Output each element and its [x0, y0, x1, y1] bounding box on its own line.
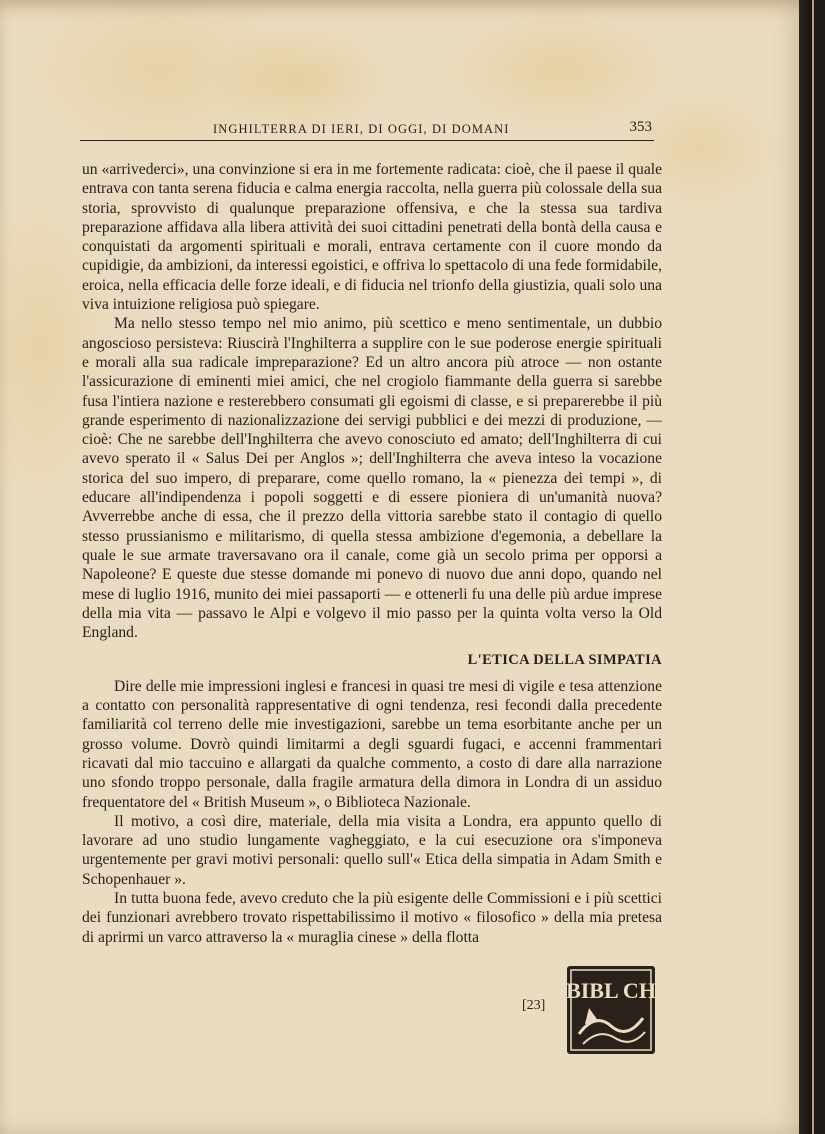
paragraph: Dire delle mie impressioni inglesi e francesi in quasi tre mesi di vigile e tesa attenzione a contatto con personalità rappresentative di ogni tendenza, resi fecondi dalla precedente familiarità col terreno delle mie investigazioni, sarebbe un tema esorbitante anche per un grosso volume. Dovrò quindi limitarmi a degli sguardi fugaci, e accenni frammentari ricavati dal mio taccuino e allargati da qualche commento, a costo di dare alla narrazione uno sfondo troppo personale, dalla fragile armatura della dimora in Londra di un assiduo frequentatore del « British Museum », o Biblioteca Nazionale.	[82, 677, 662, 811]
page-number: 353	[629, 119, 652, 135]
page-body	[82, 160, 662, 947]
paragraph: In tutta buona fede, avevo creduto che la più esigente delle Commissioni e i più scettici dei funzionari avrebbero trovato rispettabilissimo il motivo « filosofico » della mia pretesa di aprirmi un varco attraverso la « muraglia cinese » della flotta	[82, 889, 662, 946]
running-header	[80, 118, 654, 141]
stamp-text: BIBL CH	[566, 978, 656, 1003]
paragraph: un «arrivederci», una convinzione si era in me fortemente radicata: cioè, che il paese il quale entrava con tanta serena fiducia e calma energia raccolta, nella guerra più colossale della sua storia, sprovvisto di qualunque preparazione offensiva, e che la stessa sua tardiva preparazione affidava alla libera attività dei suoi cittadini penetrati della bontà della causa e conquistati da argomenti spirituali e morali, entrava certamente con il cuore mondo da cupidigie, da ambizioni, da interessi egoistici, e offriva lo spettacolo di una fede formidabile, eroica, nella efficacia delle forze ideali, e di fiducia nel trionfo della giustizia, quali solo una viva intuizione religiosa può spiegare.	[82, 161, 662, 314]
paragraph: Il motivo, a così dire, materiale, della mia visita a Londra, era appunto quello di lavorare ad uno studio lungamente vagheggiato, e la cui esecuzione ora s'imponeva urgentemente per gravi motivi personali: quello sull'« Etica della simpatia in Adam Smith e Schopenhauer ».	[82, 812, 662, 888]
paragraph: Ma nello stesso tempo nel mio animo, più scettico e meno sentimentale, un dubbio angoscioso persisteva: Riuscirà l'Inghilterra a supplire con le sue poderose energie spirituali e morali alla sua radicale impreparazione? Ed un altro ancora più atroce — non ostante l'assicurazione di eminenti miei amici, che nel crogiolo fiammante della guerra si sarebbe fusa l'intiera nazione e resterebbero consumati gli egoismi di classe, e si preparerebbe il più grande esperimento di nazionalizzazione dei servigi pubblici e dei mezzi di produzione, — cioè: Che ne sarebbe dell'Inghilterra che avevo conosciuto ed amato; dell'Inghilterra di cui avevo sperato il « Salus Dei per Anglos »; dell'Inghilterra che aveva inteso la vocazione storica del suo impero, di preparare, come quello romano, la « pienezza dei tempi », di educare all'indipendenza i popoli soggetti e di essere pioniera di un'umanità nuova? Avverrebbe anche di essa, che il prezzo della vittoria sarebbe stato il contagio di quello stesso prussianismo e militarismo, di quella stessa ambizione d'egemonia, a debellare la quale le sue armate traversavano ora il canale, come già un secolo prima per opporsi a Napoleone? E queste due stesse domande mi ponevo di nuovo due anni dopo, quando nel mese di luglio 1916, munito dei miei passaporti — e ottenerli fu una delle più ardue imprese della mia vita — passavo le Alpi e volgevo il mio passo per la quinta volta verso la Old England.	[82, 315, 662, 642]
running-title: INGHILTERRA DI IERI, DI OGGI, DI DOMANI	[213, 122, 510, 136]
page-edge	[799, 0, 812, 1134]
section-heading: L'ETICA DELLA SIMPATIA	[467, 652, 662, 669]
signature-mark: [23]	[522, 998, 546, 1013]
library-stamp-icon	[565, 964, 657, 1056]
